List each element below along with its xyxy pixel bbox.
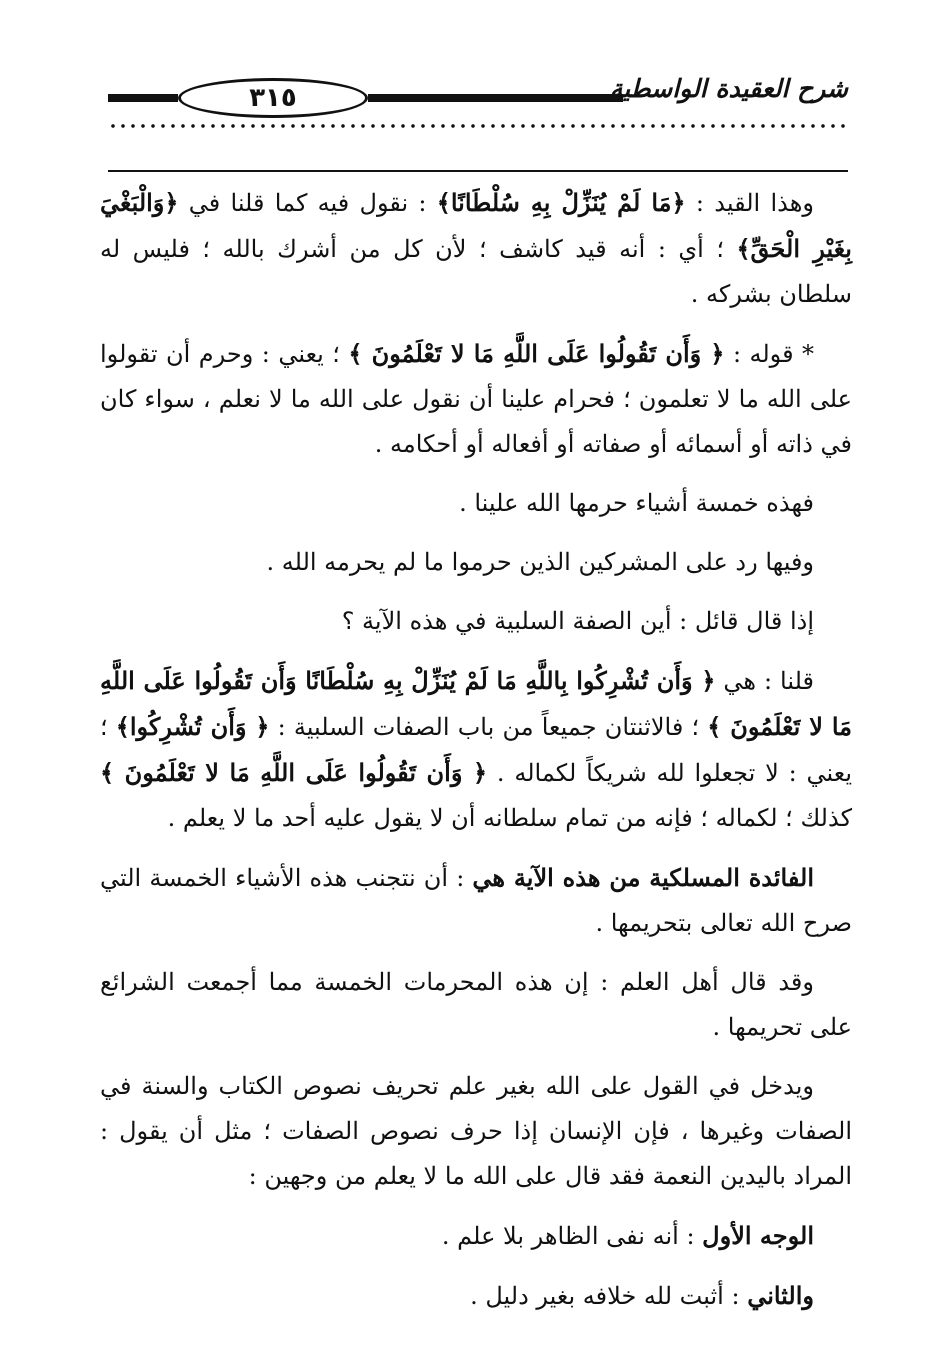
page-header [108,62,848,132]
emphasized-text: الوجه الأول [702,1221,814,1250]
emphasized-text: ﴿ وَأَن تُشْرِكُوا﴾ [115,712,270,741]
book-title: شرح العقيدة الواسطية [609,74,848,103]
paragraph-text: : أن نتجنب هذه الأشياء الخمسة التي صرح الله تعالى بتحريمها . [100,864,852,937]
paragraph-text: : نقول فيه كما قلنا في [178,189,437,217]
paragraph-text: ؛ يعني : وحرم أن تقولوا على الله ما لا تعلمون ؛ فحرام علينا أن نقول على الله ما لا نعلم ، سواء كان في ذاته أو أسمائه أو صفاته أو أفعاله أو أحكامه . [100,340,852,458]
body-text [100,180,852,1333]
paragraph-text: ؛ فالاثنتان جميعاً من باب الصفات السلبية : [269,713,708,741]
paragraph-text: ؛ أي : أنه قيد كاشف ؛ لأن كل من أشرك بالله ؛ فليس له سلطان بشركه . [100,235,852,308]
paragraph-text: وقد قال أهل العلم : إن هذه المحرمات الخمسة مما أجمعت الشرائع على تحريمها . [100,968,852,1041]
paragraph-text: ويدخل في القول على الله بغير علم تحريف نصوص الكتاب والسنة في الصفات وغيرها ، فإن الإنسان إذا حرف نصوص الصفات ؛ مثل أن يقول : المراد باليدين النعمة فقد قال على الله ما لا يعلم من وجهين : [100,1072,853,1190]
emphasized-text: ﴿ وَأَن تَقُولُوا عَلَى اللَّهِ مَا لا تَعْلَمُونَ ﴾ [348,339,725,368]
paragraph [100,855,852,946]
paragraph [100,331,852,467]
paragraph-text: : أنه نفى الظاهر بلا علم . [441,1222,703,1250]
paragraph [100,658,852,841]
header-rule-right [368,94,623,102]
paragraph-text: قلنا : هي [715,667,815,695]
paragraph-text: ؛ يعني : لا تجعلوا لله شريكاً لكماله . [100,713,853,787]
page-number: ٣١٥ [178,78,368,118]
emphasized-text: الفائدة المسلكية من هذه الآية هي [472,863,814,892]
emphasized-text: ﴿مَا لَمْ يُنَزِّلْ بِهِ سُلْطَانًا﴾ [436,188,686,217]
paragraph [100,481,852,526]
paragraph-text: كذلك ؛ لكماله ؛ فإنه من تمام سلطانه أن لا يقول عليه أحد ما لا يعلم . [167,804,852,832]
emphasized-text: ﴿وَالْبَغْيَ بِغَيْرِ الْحَقِّ﴾ [100,188,852,263]
paragraph-text: * قوله : [724,340,814,368]
paragraph [100,540,852,585]
paragraph [100,180,852,317]
paragraph [100,599,852,644]
paragraph-text: إذا قال قائل : أين الصفة السلبية في هذه الآية ؟ [341,607,814,635]
paragraph-text: : أثبت لله خلافه بغير دليل . [470,1282,748,1310]
paragraph-text: وهذا القيد : [685,189,814,217]
emphasized-text: ﴿ وَأَن تُشْرِكُوا بِاللَّهِ مَا لَمْ يُنَزِّلْ بِهِ سُلْطَانًا وَأَن تَقُولُوا عَلَى اللَّهِ مَا لا تَعْلَمُونَ ﴾ [100,666,852,741]
paragraph [100,960,852,1050]
header-underline [108,170,848,172]
header-rule-left [108,94,178,102]
emphasized-text: والثاني [747,1281,814,1310]
paragraph-text: فهذه خمسة أشياء حرمها الله علينا . [459,489,814,517]
paragraph [100,1273,852,1319]
emphasized-text: ﴿ وَأَن تَقُولُوا عَلَى اللَّهِ مَا لا تَعْلَمُونَ ﴾ [100,758,488,787]
paragraph-text: وفيها رد على المشركين الذين حرموا ما لم يحرمه الله . [266,548,814,576]
dotted-separator [108,124,848,128]
paragraph [100,1213,852,1259]
paragraph [100,1064,852,1199]
